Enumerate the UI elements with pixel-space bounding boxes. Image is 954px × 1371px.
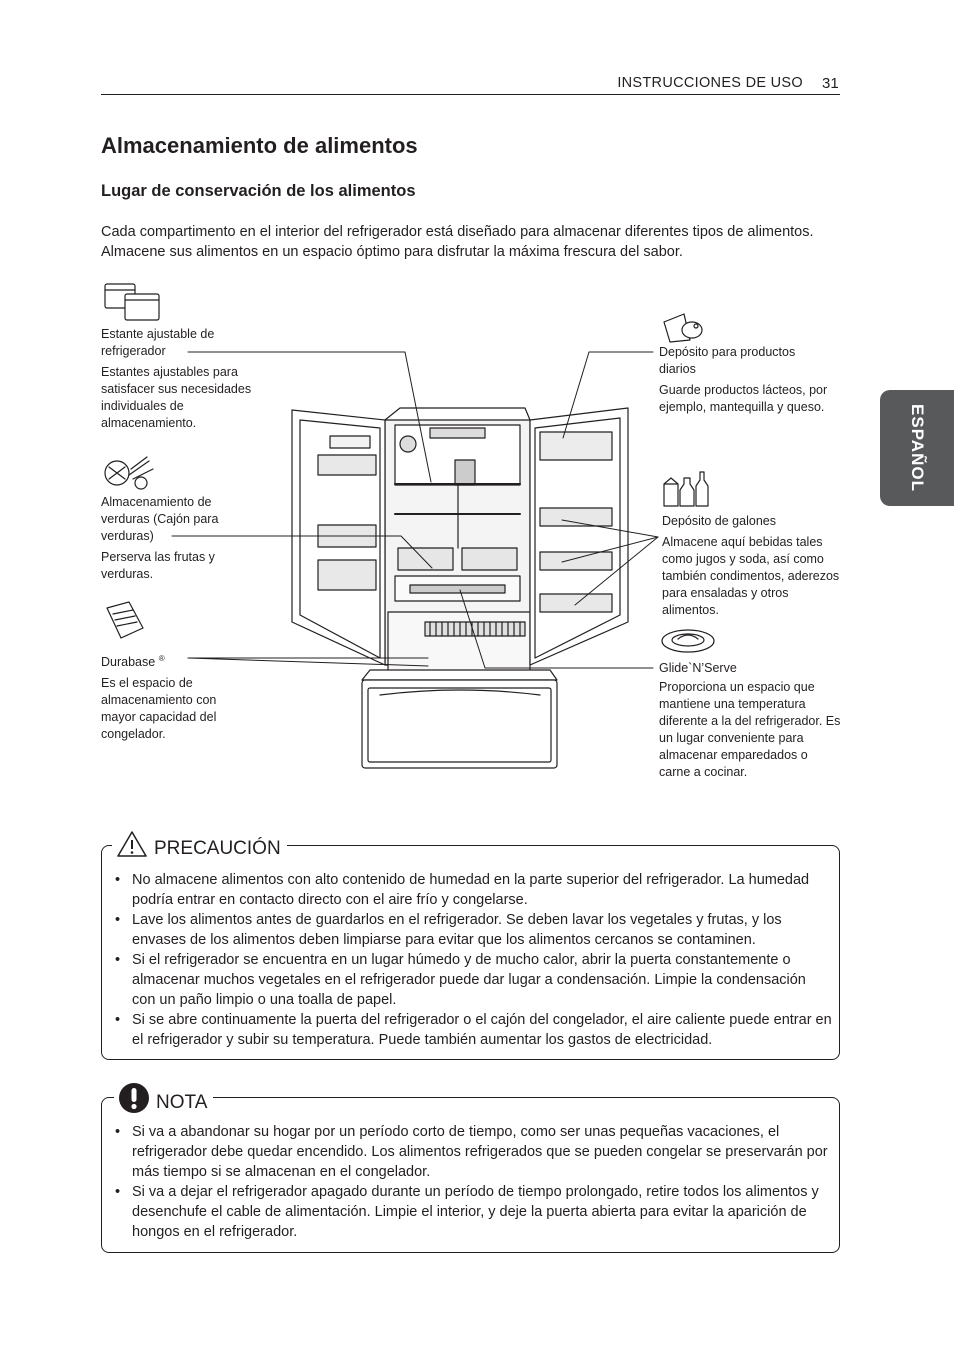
vegetables-icon: [105, 457, 153, 489]
registered-mark: ®: [158, 654, 165, 663]
label-adjustable-shelf: [101, 326, 281, 432]
label-crisper-name: Almacenamiento de verduras (Cajón para verduras): [101, 495, 219, 543]
caution-item: • Si el refrigerador se encuentra en un lugar húmedo y de mucho calor, abrir la puerta constantemente o almacenar muchos vegetales en el refrigerador puede dar lugar a condensación. Limpie la condensación con un paño limpio o una toalla de papel.: [102, 950, 832, 1010]
language-tab-label: ESPAÑOL: [908, 404, 927, 492]
dairy-icon: [664, 314, 702, 342]
label-crisper: [101, 494, 251, 583]
caution-box: [101, 838, 840, 1060]
note-title: NOTA: [156, 1092, 208, 1113]
label-glide-n-serve-desc: Proporciona un espacio que mantiene una temperatura diferente a la del refrigerador. Es un lugar conveniente para almacenar emparedados o carne a cocinar.: [659, 680, 841, 779]
food-containers-icon: [105, 284, 159, 320]
label-gallon-bin: [662, 513, 842, 619]
section-header: INSTRUCCIONES DE USO: [617, 75, 803, 91]
label-adjustable-shelf-name: Estante ajustable de refrigerador: [101, 327, 215, 358]
note-box: [101, 1092, 840, 1253]
caution-item: • No almacene alimentos con alto contenido de humedad en la parte superior del refrigerador. La humedad podría entrar en contacto directo con el aire frío y congelarse.: [102, 870, 832, 910]
note-item: • Si va a abandonar su hogar por un período corto de tiempo, como ser unas pequeñas vacaciones, el refrigerador debe quedar encendido. Los alimentos refrigerados que se pueden congelar se preservarán por más tiempo si se almacenan en el congelador.: [102, 1122, 832, 1182]
page-title: Almacenamiento de alimentos: [101, 133, 418, 158]
label-glide-n-serve: [659, 660, 841, 781]
caution-item: • Lave los alimentos antes de guardarlos en el refrigerador. Se deben lavar los vegetales y frutas, y los envases de los alimentos deben limpiarse para evitar que los alimentos cercanos se contaminen.: [102, 910, 832, 950]
caution-item: • Si se abre continuamente la puerta del refrigerador o el cajón del congelador, el aire caliente puede entrar en el refrigerador y subir su temperatura. Puede también aumentar los gastos de electricidad.: [102, 1010, 832, 1050]
note-list: [102, 1122, 832, 1242]
label-dairy-desc: Guarde productos lácteos, por ejemplo, mantequilla y queso.: [659, 383, 828, 414]
intro-paragraph: Cada compartimento en el interior del refrigerador está diseñado para almacenar diferentes tipos de alimentos. Almacene sus alimentos en un espacio óptimo para disfrutar la máxima frescura del sabor.: [101, 224, 814, 260]
label-durabase: [101, 650, 241, 743]
warning-triangle-icon: [116, 830, 148, 858]
label-gallon-bin-name: Depósito de galones: [662, 514, 776, 528]
meat-plate-icon: [662, 630, 714, 652]
note-heading: [114, 1082, 213, 1114]
section-subtitle: Lugar de conservación de los alimentos: [101, 182, 416, 200]
page-number: 31: [822, 75, 839, 92]
label-glide-n-serve-name: Glide`N’Serve: [659, 661, 737, 675]
note-item: • Si va a dejar el refrigerador apagado durante un período de tiempo prolongado, retire todos los alimentos y desenchufe el cable de alimentación. Limpie el interior, y deje la puerta abierta para evitar la aparición de hongos en el refrigerador.: [102, 1182, 832, 1242]
caution-list: [102, 870, 832, 1050]
label-durabase-desc: Es el espacio de almacenamiento con mayor capacidad del congelador.: [101, 676, 217, 742]
label-durabase-name: Durabase: [101, 655, 156, 670]
label-dairy-name: Depósito para productos diarios: [659, 345, 796, 376]
exclamation-circle-icon: [118, 1082, 150, 1114]
label-crisper-desc: Perserva las frutas y verduras.: [101, 550, 215, 581]
label-gallon-bin-desc: Almacene aquí bebidas tales como jugos y soda, así como también condimentos, aderezos para ensaladas y otros alimentos.: [662, 535, 840, 617]
bottles-icon: [664, 472, 708, 506]
caution-heading: [112, 830, 287, 860]
refrigerator-illustration: [292, 408, 628, 768]
caution-title: PRECAUCIÓN: [154, 838, 281, 859]
label-adjustable-shelf-desc: Estantes ajustables para satisfacer sus necesidades individuales de almacenamiento.: [101, 365, 252, 430]
frozen-bag-icon: [107, 602, 143, 638]
label-dairy: [659, 344, 834, 416]
